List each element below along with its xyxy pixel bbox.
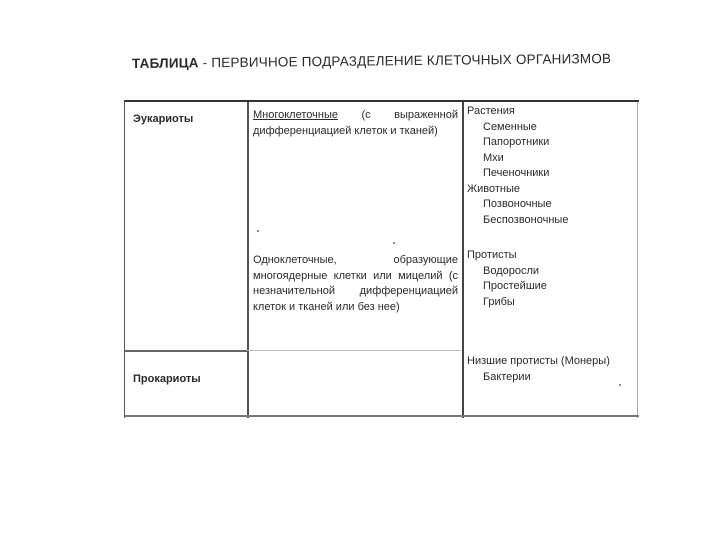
list-item: Простейшие (483, 280, 547, 292)
list-item: Грибы (483, 295, 515, 308)
list-item: Папоротники (483, 136, 550, 148)
prokaryote-groups (467, 354, 635, 385)
unicellular-text: образующие многоядерные клетки или мицелий (с незначительной дифференциацией клеток и тканей или без нее) (253, 254, 458, 313)
list-item: Водоросли (483, 264, 540, 277)
multicellular-head: Многоклеточные (253, 109, 338, 121)
list-item: Семенные (483, 120, 537, 133)
group-lower-protists: Низшие протисты (Монеры) (467, 355, 610, 367)
scan-speck (619, 384, 621, 386)
multicellular-description (253, 108, 458, 139)
table-title-lead: ТАБЛИЦА (131, 55, 199, 71)
row-divider (125, 350, 247, 352)
list-item: Бактерии (483, 370, 531, 383)
row-divider-faint (247, 350, 461, 351)
right-border (637, 102, 638, 418)
list-item: Позвоночные (483, 198, 552, 210)
bottom-border (125, 415, 639, 417)
scan-speck (393, 242, 395, 244)
unicellular-head: Одноклеточные, (253, 254, 337, 266)
table-title (132, 51, 611, 71)
scan-speck (257, 230, 259, 232)
domain-eukaryotes: Эукариоты (133, 113, 194, 125)
list-item: Мхи (483, 151, 504, 164)
table-title-text: - ПЕРВИЧНОЕ ПОДРАЗДЕЛЕНИЕ КЛЕТОЧНЫХ ОРГАНИЗМОВ (198, 50, 612, 71)
group-animals: Животные (467, 182, 521, 195)
classification-table (124, 100, 639, 418)
group-protists: Протисты (467, 249, 517, 261)
column-divider-2 (462, 102, 464, 418)
multicellular-groups (467, 104, 637, 228)
unicellular-groups (467, 248, 547, 310)
multicellular-text: (с выраженной дифференциацией клеток и тканей) (253, 109, 458, 137)
list-item: Беспозвоночные (483, 213, 569, 226)
column-divider-1 (247, 102, 249, 418)
group-plants: Растения (467, 105, 515, 117)
list-item: Печеночники (483, 167, 550, 179)
unicellular-description (253, 253, 458, 315)
domain-prokaryotes: Прокариоты (133, 373, 201, 385)
